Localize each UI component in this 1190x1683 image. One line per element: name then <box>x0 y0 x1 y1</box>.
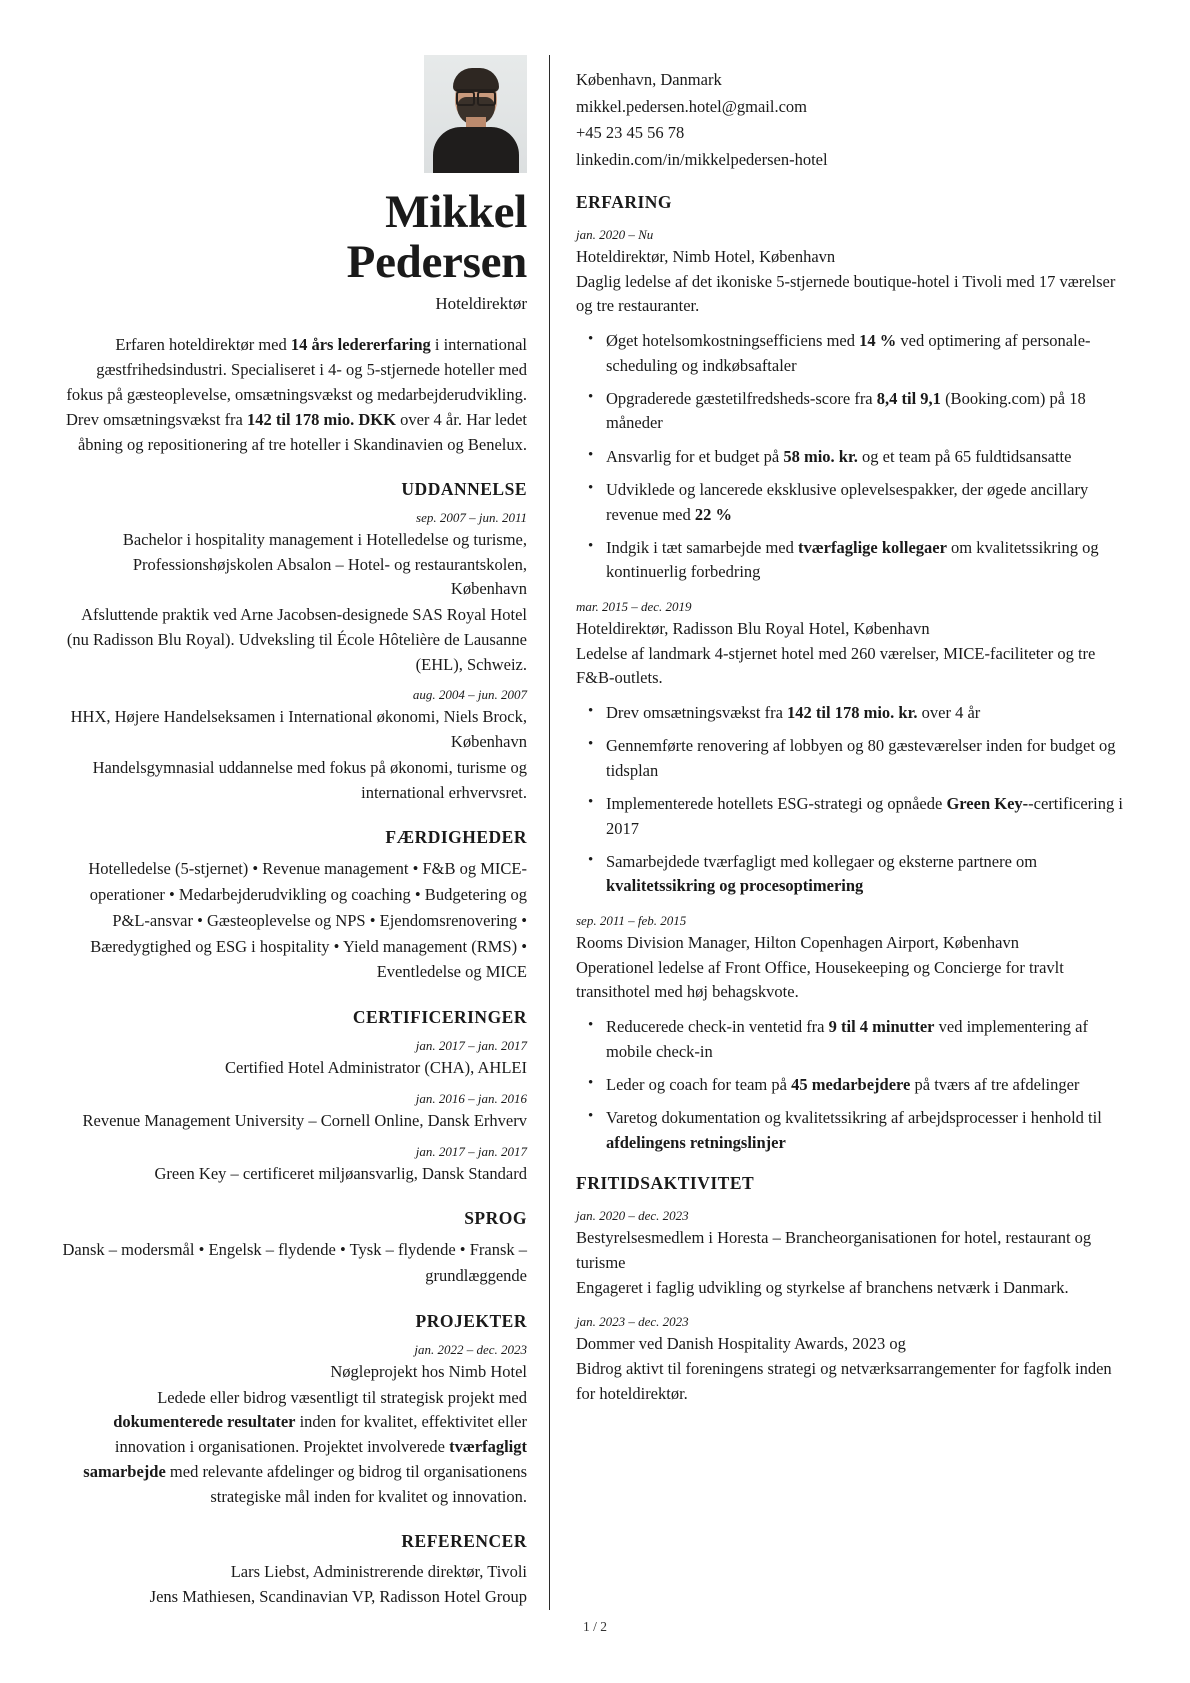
certification-entry <box>60 1144 527 1187</box>
leisure-entry <box>576 1314 1130 1406</box>
contact-location: København, Danmark <box>576 70 722 89</box>
experience-bullet-list <box>576 701 1130 899</box>
bullet-part-1: Opgraderede gæstetilfredsheds-score fra <box>606 388 877 408</box>
bullet-part-1: Implementerede hotellets ESG-strategi og opnåede <box>606 794 947 814</box>
bullet-part-1: Øget hotelsomkostningsefficiens med <box>606 331 860 351</box>
education-title: Bachelor i hospitality management i Hotelledelse og turisme, Professionshøjskolen Absalon – Hotel- og restaurantskolen, København <box>122 529 527 599</box>
avatar <box>424 55 527 173</box>
experience-bullet <box>606 734 1130 783</box>
project-desc-part-1: Ledede eller bidrog væsentligt til strategisk projekt med <box>157 1387 527 1407</box>
section-heading-certifications: CERTIFICERINGER <box>352 1007 527 1028</box>
leisure-entry <box>576 1208 1130 1300</box>
page-footer <box>0 1619 1190 1635</box>
summary-part-2: i international gæstfrihedsindustri. Specialiseret i 4- og 5-stjernede hoteller med fokus på gæsteoplevelse, omsætningsvækst og medarbejderudvikling. Drev omsætningsvækst fra <box>65 334 527 429</box>
project-desc-bold-2: tværfagligt samarbejde <box>83 1437 527 1481</box>
bullet-bold: 45 medarbejdere <box>791 1074 911 1094</box>
experience-bullet <box>606 792 1130 841</box>
experience-description: Operationel ledelse af Front Office, Housekeeping og Concierge for travlt transithotel med høj behagskvote. <box>576 957 1064 1002</box>
project-desc-part-3: med relevante afdelinger og bidrog til organisationens strategiske mål inden for kvalitet og innovation. <box>165 1461 527 1506</box>
bullet-bold: afdelingens retningslinjer <box>606 1132 786 1152</box>
bullet-part-1: Leder og coach for team på <box>606 1074 792 1094</box>
bullet-part-1: Samarbejdede tværfagligt med kollegaer og eksterne partnere om <box>606 852 1038 872</box>
project-desc-bold-1: dokumenterede resultater <box>113 1412 296 1432</box>
glasses-icon <box>456 89 496 100</box>
bullet-bold: 22 % <box>694 504 732 524</box>
bullet-bold: tværfaglige kollegaer <box>798 537 947 557</box>
bullet-part-2: på tværs af tre afdelinger <box>910 1074 1080 1094</box>
experience-bullet <box>606 387 1130 436</box>
experience-bullet <box>606 536 1130 585</box>
certification-date: jan. 2017 – jan. 2017 <box>415 1143 527 1159</box>
education-entry <box>60 687 527 805</box>
left-column <box>60 55 550 1610</box>
experience-bullet-list <box>576 329 1130 585</box>
bullet-part-2: og et team på 65 fuldtidsansatte <box>857 446 1072 466</box>
project-description <box>60 1386 527 1510</box>
bullet-bold: kvalitetssikring og procesoptimering <box>606 876 864 896</box>
leisure-title: Bestyrelsesmedlem i Horesta – Brancheorganisationen for hotel, restaurant og turisme <box>576 1228 1092 1272</box>
bullet-part-1: Reducerede check-in ventetid fra <box>606 1017 829 1037</box>
contact-linkedin[interactable]: linkedin.com/in/mikkelpedersen-hotel <box>576 150 828 170</box>
bullet-bold: 58 mio. kr. <box>783 446 858 466</box>
bullet-part-2: (Booking.com) på 18 måneder <box>606 388 1086 433</box>
photo-torso <box>433 127 519 173</box>
right-column <box>550 55 1130 1407</box>
certification-title: Revenue Management University – Cornell Online, Dansk Erhverv <box>82 1110 527 1130</box>
bullet-bold: 8,4 til 9,1 <box>876 388 941 408</box>
certification-title: Certified Hotel Administrator (CHA), AHLEI <box>225 1058 527 1078</box>
skills-list: Hotelledelse (5-stjernet) • Revenue management • F&B og MICE-operationer • Medarbejderudvikling og coaching • Budgetering og P&L-ansvar • Gæsteoplevelse og NPS • Ejendomsrenovering • Bæredygtighed og ESG i hospitality • Yield management (RMS) • Eventledelse og MICE <box>88 859 527 982</box>
section-heading-skills: FÆRDIGHEDER <box>385 827 527 848</box>
experience-bullet <box>606 1015 1130 1064</box>
section-heading-references: REFERENCER <box>401 1531 527 1552</box>
first-name: Mikkel <box>385 186 527 238</box>
experience-bullet <box>606 1106 1130 1155</box>
experience-bullet-list <box>576 1015 1130 1155</box>
education-entry <box>60 510 527 678</box>
experience-role: Hoteldirektør, Nimb Hotel, København <box>576 246 836 266</box>
experience-entry <box>576 227 1130 585</box>
experience-role: Rooms Division Manager, Hilton Copenhagen Airport, København <box>576 932 1019 952</box>
experience-date: sep. 2011 – feb. 2015 <box>576 912 687 928</box>
education-date: sep. 2007 – jun. 2011 <box>416 509 527 525</box>
bullet-part-2: ved optimering af personale-scheduling og indkøbsaftaler <box>606 331 1091 375</box>
section-heading-leisure: FRITIDSAKTIVITET <box>576 1173 755 1194</box>
leisure-description: Engageret i faglig udvikling og styrkelse af branchens netværk i Danmark. <box>576 1277 1069 1297</box>
section-heading-education: UDDANNELSE <box>401 478 527 499</box>
summary-bold-2: 142 til 178 mio. DKK <box>247 409 396 429</box>
certification-date: jan. 2016 – jan. 2016 <box>415 1090 527 1106</box>
project-title: Nøgleprojekt hos Nimb Hotel <box>330 1361 527 1381</box>
certification-date: jan. 2017 – jan. 2017 <box>415 1038 527 1054</box>
section-heading-experience: ERFARING <box>576 191 673 212</box>
certification-entry <box>60 1091 527 1134</box>
experience-description: Daglig ledelse af det ikoniske 5-stjernede boutique-hotel i Tivoli med 17 værelser og tre restauranter. <box>576 271 1116 316</box>
education-title: HHX, Højere Handelseksamen i International økonomi, Niels Brock, København <box>70 707 527 752</box>
bullet-bold: 9 til 4 minutter <box>828 1017 935 1037</box>
bullet-part-1: Gennemførte renovering af lobbyen og 80 gæsteværelser inden for budget og tidsplan <box>606 736 1116 780</box>
experience-entry <box>576 599 1130 899</box>
bullet-part-1: Drev omsætningsvækst fra <box>606 703 788 723</box>
section-heading-languages: SPROG <box>464 1208 527 1229</box>
experience-bullet <box>606 478 1130 527</box>
bullet-part-2: over 4 år <box>917 703 981 723</box>
leisure-date: jan. 2023 – dec. 2023 <box>576 1314 689 1330</box>
bullet-part-2: -certificering i 2017 <box>606 794 1123 838</box>
experience-bullet <box>606 1073 1130 1097</box>
bullet-part-1: Ansvarlig for et budget på <box>606 446 784 466</box>
page-title <box>60 187 527 288</box>
section-heading-projects: PROJEKTER <box>415 1310 527 1331</box>
last-name: Pedersen <box>346 236 527 289</box>
bullet-bold: 14 % <box>859 331 897 351</box>
bullet-part-2: om kvalitetssikring og kontinuerlig forbedring <box>606 537 1099 582</box>
education-description: Handelsgymnasial uddannelse med fokus på økonomi, turisme og international erhvervsret. <box>92 757 527 802</box>
two-column-layout <box>60 55 1130 1610</box>
experience-entry <box>576 913 1130 1155</box>
page-number: 1 / 2 <box>582 1619 607 1634</box>
experience-role: Hoteldirektør, Radisson Blu Royal Hotel, København <box>576 618 930 638</box>
experience-bullet <box>606 329 1130 378</box>
photo-container <box>60 55 527 173</box>
bullet-part-1: Indgik i tæt samarbejde med <box>606 537 798 557</box>
reference-item: Jens Mathiesen, Scandinavian VP, Radisson Hotel Group <box>149 1587 527 1607</box>
project-date: jan. 2022 – dec. 2023 <box>414 1341 527 1357</box>
experience-bullet <box>606 701 1130 725</box>
bullet-part-2: ved implementering af mobile check-in <box>606 1017 1088 1061</box>
experience-bullet <box>606 850 1130 899</box>
summary-part-3: over 4 år. Har ledet åbning og repositionering af tre hoteller i Skandinavien og Benelux. <box>77 409 527 454</box>
experience-description: Ledelse af landmark 4-stjernet hotel med 260 værelser, MICE-faciliteter og tre F&B-outlets. <box>576 643 1096 688</box>
education-description: Afsluttende praktik ved Arne Jacobsen-designede SAS Royal Hotel (nu Radisson Blu Royal). Udveksling til École Hôtelière de Lausanne (EHL), Schweiz. <box>66 605 527 674</box>
certification-title: Green Key – certificeret miljøansvarlig, Dansk Standard <box>154 1163 527 1183</box>
bullet-bold: 142 til 178 mio. kr. <box>787 703 918 723</box>
bullet-part-1: Udviklede og lancerede eksklusive oplevelsespakker, der øgede ancillary revenue med <box>606 480 1089 524</box>
experience-bullet <box>606 445 1130 469</box>
leisure-description: Bidrog aktivt til foreningens strategi og netværksarrangementer for fagfolk inden for hoteldirektør. <box>576 1359 1112 1403</box>
bullet-part-1: Varetog dokumentation og kvalitetssikring af arbejdsprocesser i henhold til <box>606 1108 1102 1128</box>
certification-entry <box>60 1038 527 1081</box>
summary-bold-1: 14 års ledererfaring <box>290 334 431 354</box>
experience-date: mar. 2015 – dec. 2019 <box>576 598 692 614</box>
languages-list: Dansk – modersmål • Engelsk – flydende • Tysk – flydende • Fransk – grundlæggende <box>62 1240 527 1286</box>
experience-date: jan. 2020 – Nu <box>576 226 654 242</box>
leisure-date: jan. 2020 – dec. 2023 <box>576 1208 689 1224</box>
contact-email[interactable]: mikkel.pedersen.hotel@gmail.com <box>576 96 808 116</box>
reference-item: Lars Liebst, Administrerende direktør, Tivoli <box>230 1562 527 1582</box>
education-date: aug. 2004 – jun. 2007 <box>412 687 527 703</box>
project-entry <box>60 1342 527 1510</box>
summary-text <box>60 332 527 457</box>
leisure-title: Dommer ved Danish Hospitality Awards, 2023 og <box>576 1334 906 1354</box>
contact-phone[interactable]: +45 23 45 56 78 <box>576 123 685 143</box>
project-desc-part-2: inden for kvalitet, effektivitet eller innovation i organisationen. Projektet involverede <box>114 1412 527 1457</box>
summary-part-1: Erfaren hoteldirektør med <box>115 334 291 354</box>
job-title: Hoteldirektør <box>435 293 527 313</box>
bullet-bold: Green Key- <box>946 794 1029 814</box>
